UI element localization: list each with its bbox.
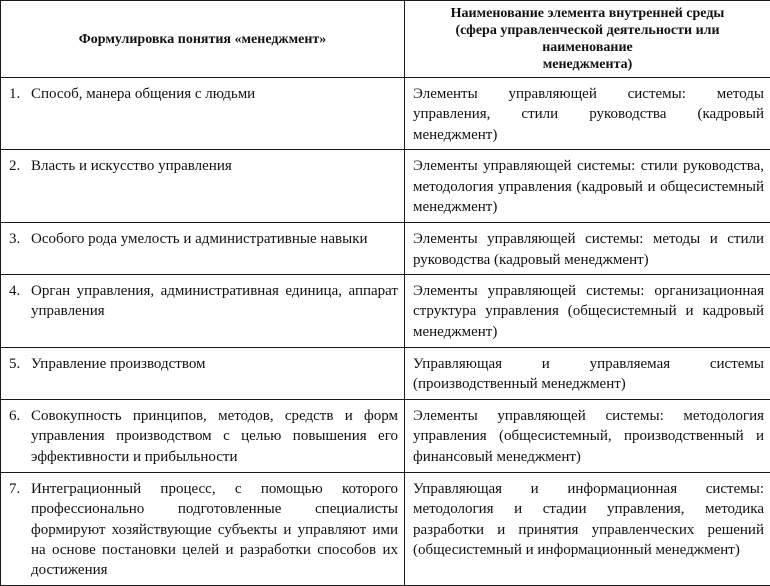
definition-text: Власть и искусство управления <box>31 156 398 176</box>
element-cell <box>405 472 770 585</box>
table-row <box>1 348 770 400</box>
element-cell <box>405 150 770 223</box>
header-definition: Формулировка понятия «менеджмент» <box>1 1 405 78</box>
element-text: Элементы управляющей системы: организационная структура управления (общесистемный и кадровый менеджмент) <box>413 281 764 342</box>
definition-cell <box>1 78 405 150</box>
row-number: 1. <box>9 84 31 104</box>
definition-cell <box>1 150 405 223</box>
row-number: 5. <box>9 354 31 374</box>
definition-text: Орган управления, административная единица, аппарат управления <box>31 281 398 322</box>
element-text: Управляющая и информационная системы: методология и стадии управления, методика разработки и принятия управленческих решений (общесистемный и информационный менеджмент) <box>413 479 764 561</box>
row-number: 7. <box>9 479 31 581</box>
definition-cell <box>1 348 405 400</box>
element-cell <box>405 223 770 275</box>
table-body <box>1 78 770 586</box>
element-cell <box>405 275 770 348</box>
row-number: 4. <box>9 281 31 322</box>
header-element-line-1: Наименование элемента внутренней среды <box>413 5 762 22</box>
table-row <box>1 472 770 585</box>
header-element-line-2: (сфера управленческой деятельности или наименование <box>413 22 762 56</box>
header-element-line-3: менеджмента) <box>413 56 762 73</box>
definition-text: Особого рода умелость и административные навыки <box>31 229 398 249</box>
table-header <box>1 1 770 78</box>
definition-cell <box>1 275 405 348</box>
element-text: Элементы управляющей системы: методы управления, стили руководства (кадровый менеджмент) <box>413 84 764 145</box>
definition-text: Интеграционный процесс, с помощью которого профессионально подготовленные специалисты формируют хозяйствующие субъекты и управляют ими на основе постановки целей и разработки способов их достижения <box>31 479 398 581</box>
definition-cell <box>1 399 405 472</box>
element-text: Элементы управляющей системы: стили руководства, методология управления (кадровый и общесистемный менеджмент) <box>413 156 764 217</box>
table-row <box>1 223 770 275</box>
element-text: Элементы управляющей системы: методы и стили руководства (кадровый менеджмент) <box>413 229 764 270</box>
element-cell <box>405 399 770 472</box>
element-cell <box>405 348 770 400</box>
definition-cell <box>1 223 405 275</box>
element-cell <box>405 78 770 150</box>
row-number: 2. <box>9 156 31 176</box>
definition-cell <box>1 472 405 585</box>
row-number: 6. <box>9 406 31 467</box>
table-row <box>1 150 770 223</box>
header-element <box>405 1 770 78</box>
header-row <box>1 1 770 78</box>
table-row <box>1 275 770 348</box>
table-row <box>1 78 770 150</box>
definition-text: Совокупность принципов, методов, средств и форм управления производством с целью повышения его эффективности и прибыльности <box>31 406 398 467</box>
element-text: Управляющая и управляемая системы (производственный менеджмент) <box>413 354 764 395</box>
element-text: Элементы управляющей системы: методология управления (общесистемный, производственный и финансовый менеджмент) <box>413 406 764 467</box>
definition-text: Управление производством <box>31 354 398 374</box>
table-row <box>1 399 770 472</box>
row-number: 3. <box>9 229 31 249</box>
definition-text: Способ, манера общения с людьми <box>31 84 398 104</box>
